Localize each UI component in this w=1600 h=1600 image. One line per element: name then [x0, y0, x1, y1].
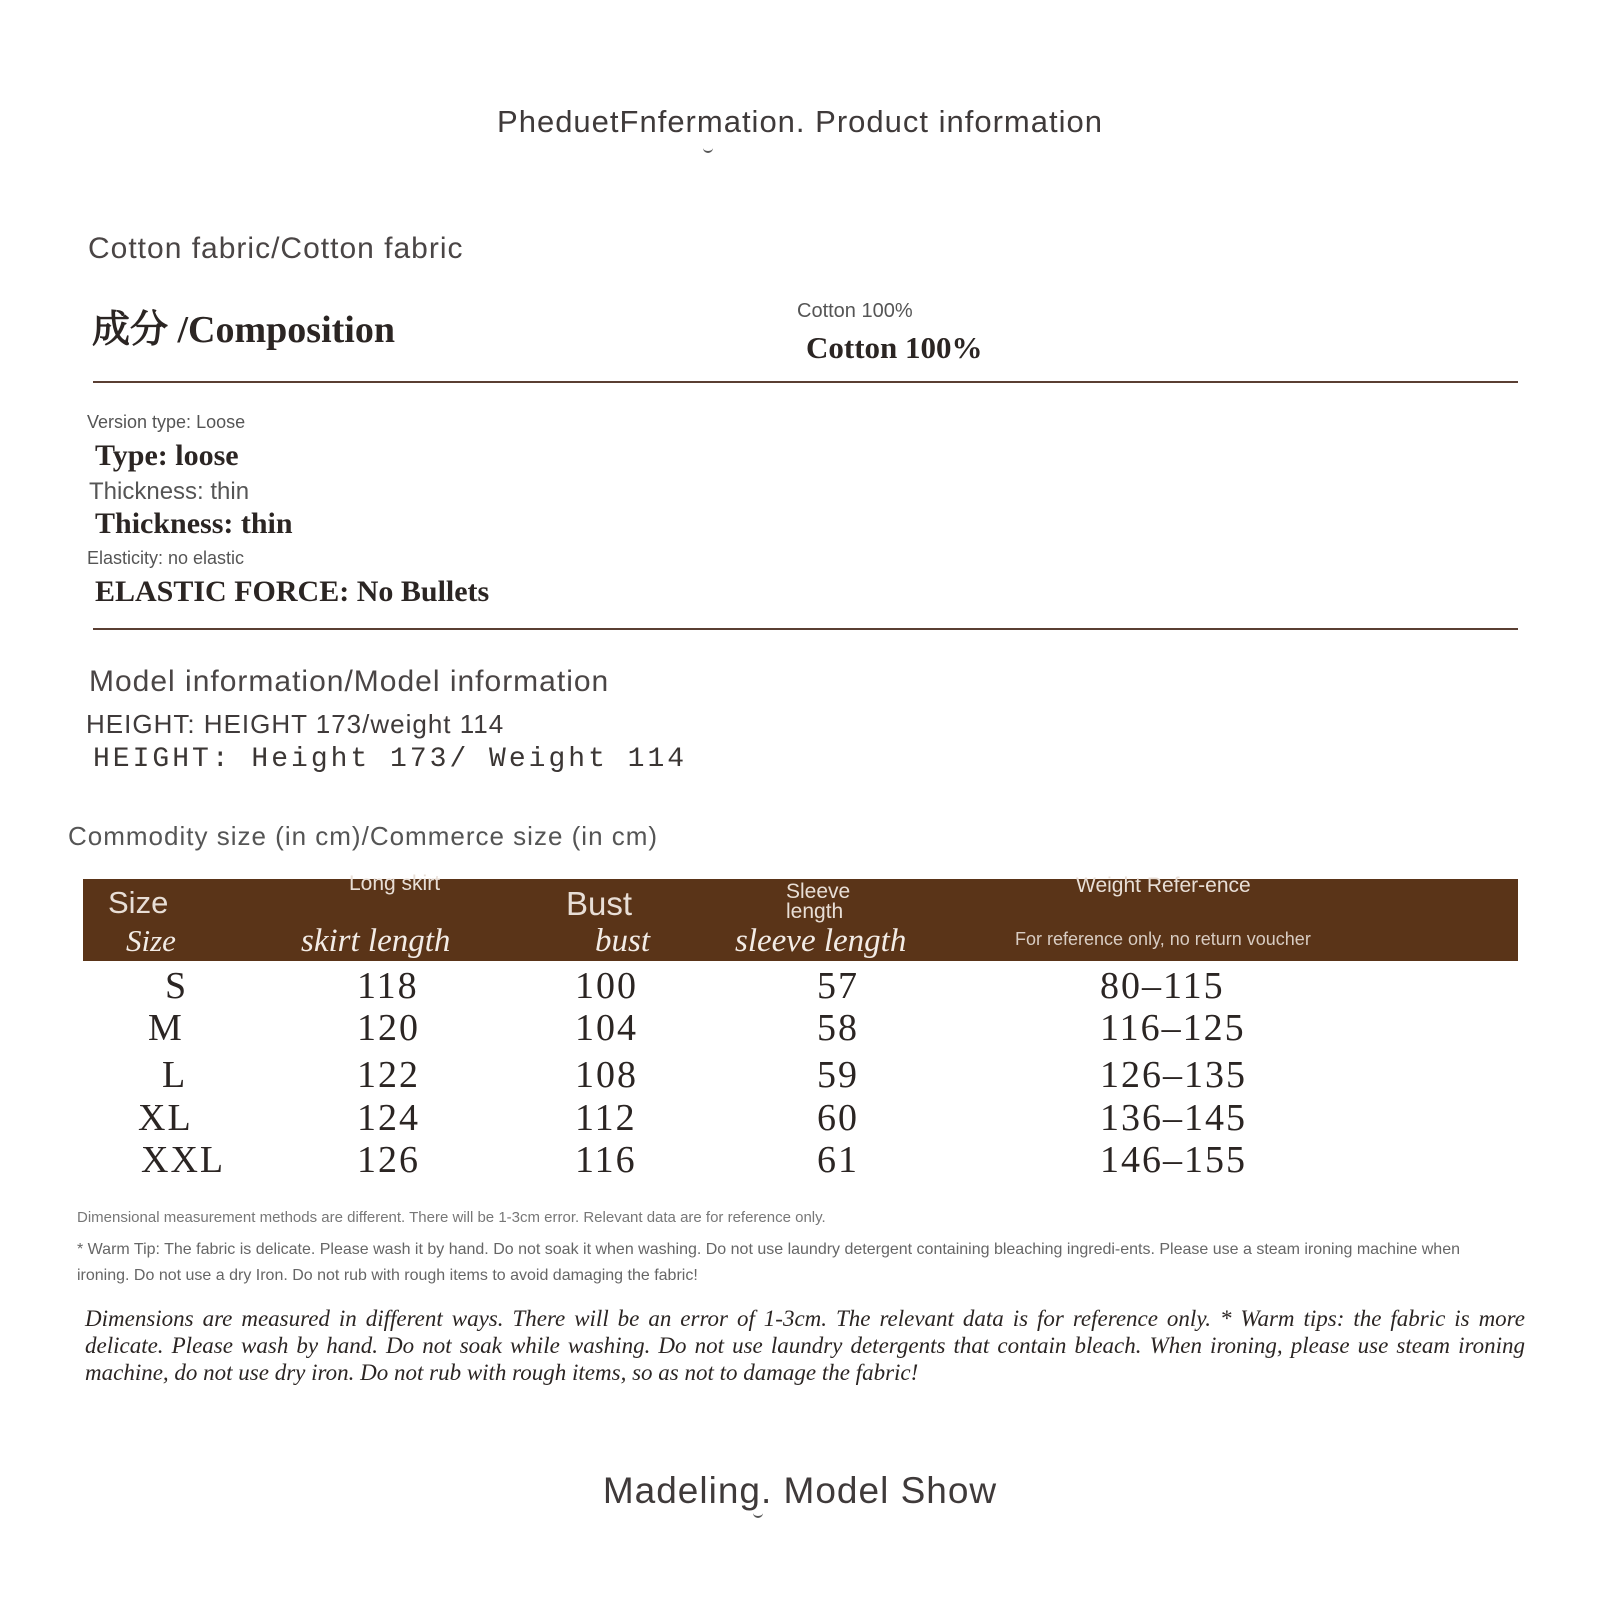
elasticity-small: Elasticity: no elastic	[87, 548, 245, 568]
model-show-title: Madeling. Model Show	[602, 1470, 998, 1511]
header-size-italic: Size	[126, 923, 176, 958]
model-height-small: HEIGHT: HEIGHT 173/weight 114	[86, 709, 505, 739]
model-heading: Model information/Model information	[89, 665, 610, 698]
size-cell: M	[148, 1007, 184, 1049]
sleeve-length-cell: 60	[817, 1097, 859, 1139]
size-table-heading: Commodity size (in cm)/Commerce size (in cm)	[68, 821, 659, 851]
title-mark-icon	[703, 145, 713, 153]
footer-mark-icon	[753, 1510, 763, 1518]
header-sleeve-length-italic: sleeve length	[735, 923, 907, 959]
size-table-header	[83, 872, 1518, 961]
skirt-length-cell: 120	[357, 1007, 420, 1049]
model-height-value: HEIGHT: Height 173/ Weight 114	[93, 744, 688, 775]
size-cell: L	[162, 1054, 188, 1096]
skirt-length-cell: 124	[357, 1097, 420, 1139]
skirt-length-cell: 122	[357, 1054, 420, 1096]
header-weight-reference: Weight Refer-ence	[1076, 874, 1251, 897]
divider	[93, 381, 1518, 383]
weight-cell: 146–155	[1100, 1139, 1247, 1181]
sleeve-length-cell: 58	[817, 1007, 859, 1049]
weight-cell: 80–115	[1100, 965, 1225, 1007]
bust-cell: 100	[575, 965, 638, 1007]
header-bust-italic: bust	[595, 923, 651, 959]
size-cell: S	[165, 965, 189, 1007]
type-value: Type: loose	[95, 439, 239, 472]
weight-cell: 136–145	[1100, 1097, 1247, 1139]
skirt-length-cell: 126	[357, 1139, 420, 1181]
fabric-heading: Cotton fabric/Cotton fabric	[88, 232, 464, 265]
header-bust: Bust	[566, 885, 633, 922]
header-weight-note: For reference only, no return voucher	[1015, 929, 1311, 949]
sleeve-length-cell: 61	[817, 1139, 859, 1181]
composition-value-small: Cotton 100%	[797, 300, 913, 322]
header-long-skirt: Long skirt	[349, 872, 441, 895]
skirt-length-cell: 118	[357, 965, 419, 1007]
composition-value: Cotton 100%	[806, 330, 983, 365]
header-sleeve-length: Sleeve length	[786, 880, 851, 923]
care-note-italic: Dimensions are measured in different ways. There will be an error of 1-3cm. The relevant data is for reference only. * Warm tips: the fabric is more delicate. Please wash by hand. Do not soak while washing. Do not use laundry detergents that contain bleach. When ironing, please use steam ironing machine, do not use dry iron. Do not rub with rough items, so as not to damage the fabric!	[85, 1306, 1525, 1385]
sleeve-length-cell: 57	[817, 965, 859, 1007]
weight-cell: 126–135	[1100, 1054, 1247, 1096]
header-skirt-length: skirt length	[301, 923, 451, 959]
size-cell: XL	[138, 1097, 193, 1139]
measurement-note-small: Dimensional measurement methods are different. There will be 1-3cm error. Relevant data are for reference only.	[77, 1209, 826, 1226]
version-type-small: Version type: Loose	[87, 412, 246, 432]
header-size: Size	[108, 885, 169, 920]
composition-label: 成分 /Composition	[92, 309, 395, 351]
bust-cell: 112	[575, 1097, 637, 1139]
sleeve-length-cell: 59	[817, 1054, 859, 1096]
bust-cell: 104	[575, 1007, 638, 1049]
bust-cell: 108	[575, 1054, 638, 1096]
divider	[93, 628, 1518, 630]
page-title: PheduetFnfermation. Product information	[497, 104, 1103, 139]
care-tip-small: * Warm Tip: The fabric is delicate. Please wash it by hand. Do not soak it when washing. Do not use laundry detergent containing bleaching ingredi-ents. Please use a steam ironing machine when ironing. Do not use a dry Iron. Do not rub with rough items to avoid damaging the fabric!	[77, 1241, 1460, 1284]
bust-cell: 116	[575, 1139, 637, 1181]
weight-cell: 116–125	[1100, 1007, 1246, 1049]
elasticity-value: ELASTIC FORCE: No Bullets	[95, 575, 490, 608]
size-cell: XXL	[141, 1139, 226, 1181]
thickness-small: Thickness: thin	[89, 478, 250, 505]
thickness-value: Thickness: thin	[95, 507, 293, 540]
